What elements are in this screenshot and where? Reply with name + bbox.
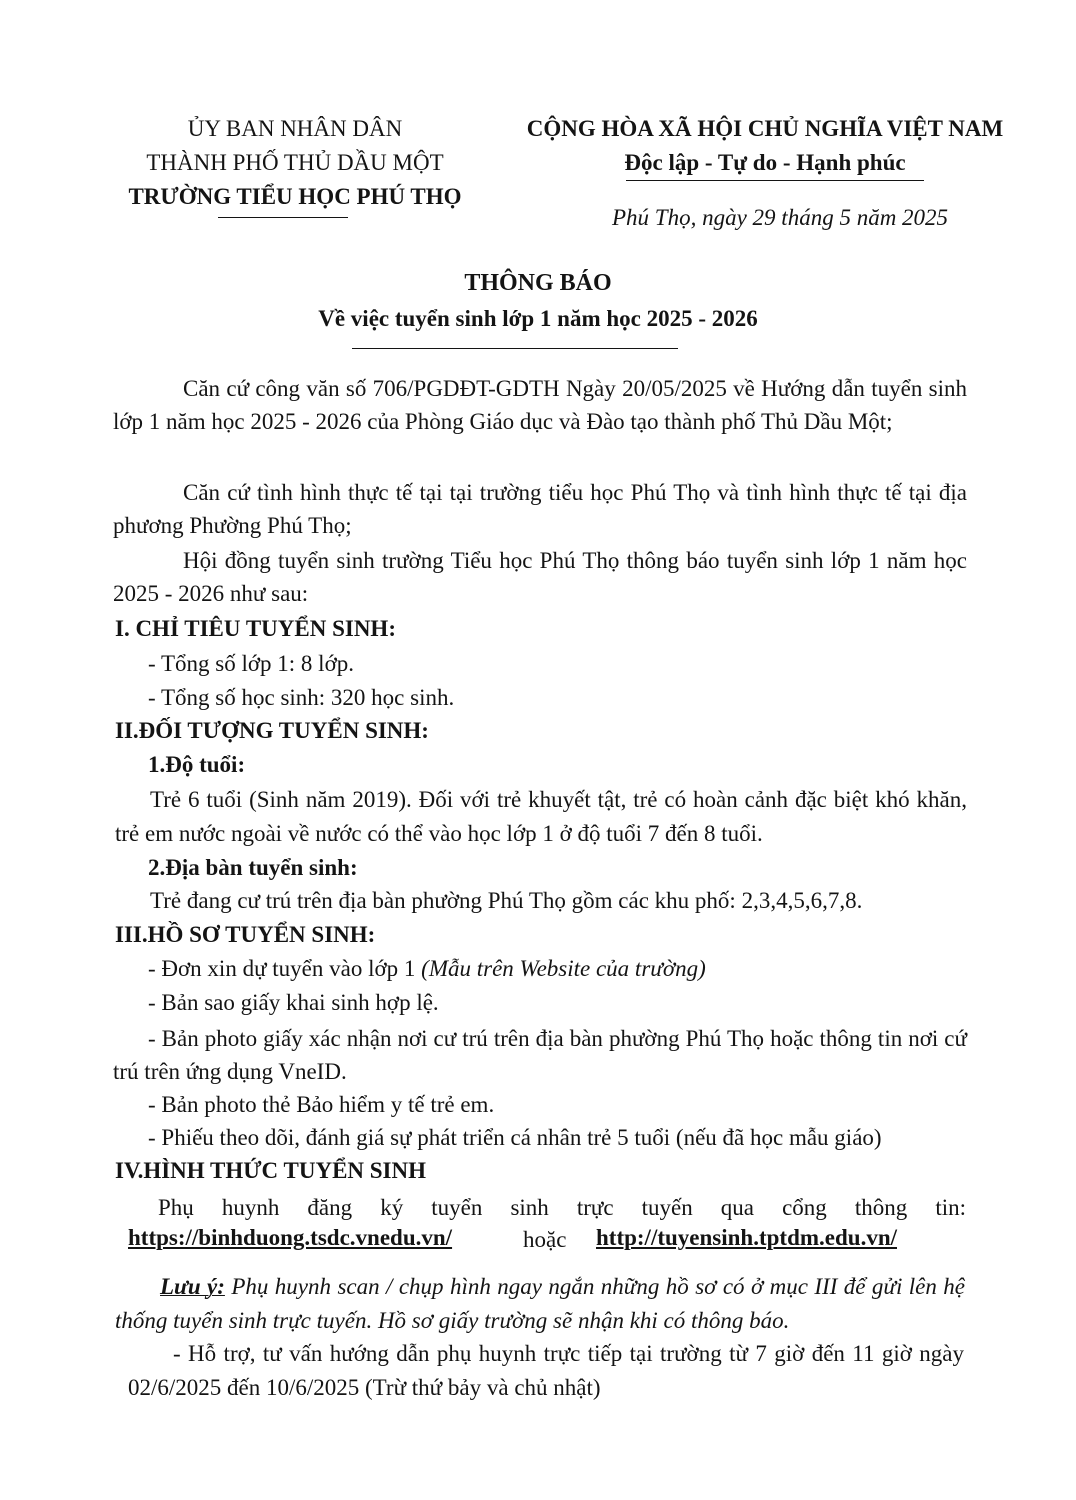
intro-paragraph-3: Hội đồng tuyển sinh trường Tiểu học Phú Thọ thông báo tuyển sinh lớp 1 năm học 2025 - 2026 như sau: bbox=[113, 548, 967, 606]
motto-underline bbox=[626, 180, 924, 181]
section-1-item-1: - Tổng số lớp 1: 8 lớp. bbox=[148, 651, 354, 676]
section-1-item-2: - Tổng số học sinh: 320 học sinh. bbox=[148, 685, 455, 710]
or-word: hoặc bbox=[523, 1227, 567, 1252]
support-paragraph: - Hỗ trợ, tư vấn hướng dẫn phụ huynh trực tiếp tại trường từ 7 giờ đến 11 giờ ngày 02/6/2025 đến 10/6/2025 (Trừ thứ bảy và chủ nhật) bbox=[128, 1341, 964, 1400]
link-2[interactable] bbox=[596, 1225, 897, 1251]
section-3-item-2: - Bản sao giấy khai sinh hợp lệ. bbox=[148, 990, 439, 1015]
note-text: Phụ huynh scan / chụp hình ngay ngắn những hồ sơ có ở mục III để gửi lên hệ thống tuyển sinh trực tuyến. Hồ sơ giấy trường sẽ nhận khi có thông báo. bbox=[115, 1274, 965, 1333]
document-subtitle: Về việc tuyển sinh lớp 1 năm học 2025 - 2026 bbox=[318, 306, 758, 331]
issuer-line-3: TRƯỜNG TIỂU HỌC PHÚ THỌ bbox=[128, 184, 462, 209]
national-motto-block bbox=[500, 112, 1030, 180]
age-heading: 1.Độ tuổi: bbox=[148, 752, 246, 777]
title-underline bbox=[352, 348, 678, 349]
section-3-item-3: - Bản photo giấy xác nhận nơi cư trú trên địa bàn phường Phú Thọ hoặc thông tin nơi cứ trú trên ứng dụng VneID. bbox=[113, 1026, 967, 1084]
section-4-heading: IV.HÌNH THỨC TUYỂN SINH bbox=[115, 1158, 427, 1183]
intro-paragraph-2: Căn cứ tình hình thực tế tại tại trường tiểu học Phú Thọ và tình hình thực tế tại địa phương Phường Phú Thọ; bbox=[113, 480, 967, 538]
motto: Độc lập - Tự do - Hạnh phúc bbox=[624, 150, 906, 175]
section-3-item-1-note: (Mẫu trên Website của trường) bbox=[421, 956, 706, 981]
document-date: Phú Thọ, ngày 29 tháng 5 năm 2025 bbox=[612, 205, 949, 230]
section-3-item-5: - Phiếu theo dõi, đánh giá sự phát triển cá nhân trẻ 5 tuổi (nếu đã học mẫu giáo) bbox=[148, 1125, 882, 1150]
issuer-line-2: THÀNH PHỐ THỦ DẦU MỘT bbox=[146, 150, 444, 175]
intro-paragraph-1: Căn cứ công văn số 706/PGDĐT-GDTH Ngày 20/05/2025 về Hướng dẫn tuyển sinh lớp 1 năm học 2025 - 2026 của Phòng Giáo dục và Đào tạo thành phố Thủ Dầu Một; bbox=[113, 376, 967, 434]
link-1[interactable] bbox=[128, 1225, 452, 1251]
issuer-block bbox=[110, 112, 480, 214]
issuer-underline bbox=[218, 217, 348, 218]
link-2-text[interactable]: http://tuyensinh.tptdm.edu.vn/ bbox=[596, 1225, 897, 1250]
section-1-heading: I. CHỈ TIÊU TUYỂN SINH: bbox=[115, 616, 396, 641]
area-heading: 2.Địa bàn tuyển sinh: bbox=[148, 855, 358, 880]
issuer-line-1: ỦY BAN NHÂN DÂN bbox=[187, 116, 403, 141]
age-text: Trẻ 6 tuổi (Sinh năm 2019). Đối với trẻ khuyết tật, trẻ có hoàn cảnh đặc biệt khó khăn, trẻ em nước ngoài về nước có thể vào học lớp 1 ở độ tuổi 7 đến 8 tuổi. bbox=[115, 787, 967, 846]
section-3-heading: III.HỒ SƠ TUYỂN SINH: bbox=[115, 922, 376, 947]
link-1-text[interactable]: https://binhduong.tsdc.vnedu.vn/ bbox=[128, 1225, 453, 1250]
note-paragraph bbox=[115, 1270, 965, 1338]
section-4-text: Phụ huynh đăng ký tuyển sinh trực tuyến qua cổng thông tin: bbox=[158, 1195, 966, 1220]
document-title: THÔNG BÁO bbox=[464, 270, 612, 296]
section-2-heading: II.ĐỐI TƯỢNG TUYỂN SINH: bbox=[115, 718, 429, 743]
note-label: Lưu ý: bbox=[160, 1274, 225, 1299]
area-text: Trẻ đang cư trú trên địa bàn phường Phú Thọ gồm các khu phố: 2,3,4,5,6,7,8. bbox=[150, 888, 863, 913]
section-3-item-1-text: - Đơn xin dự tuyển vào lớp 1 bbox=[148, 956, 416, 981]
section-3-item-1 bbox=[148, 956, 706, 982]
section-3-item-4: - Bản photo thẻ Bảo hiểm y tế trẻ em. bbox=[148, 1092, 495, 1117]
country-name: CỘNG HÒA XÃ HỘI CHỦ NGHĨA VIỆT NAM bbox=[526, 116, 1004, 141]
